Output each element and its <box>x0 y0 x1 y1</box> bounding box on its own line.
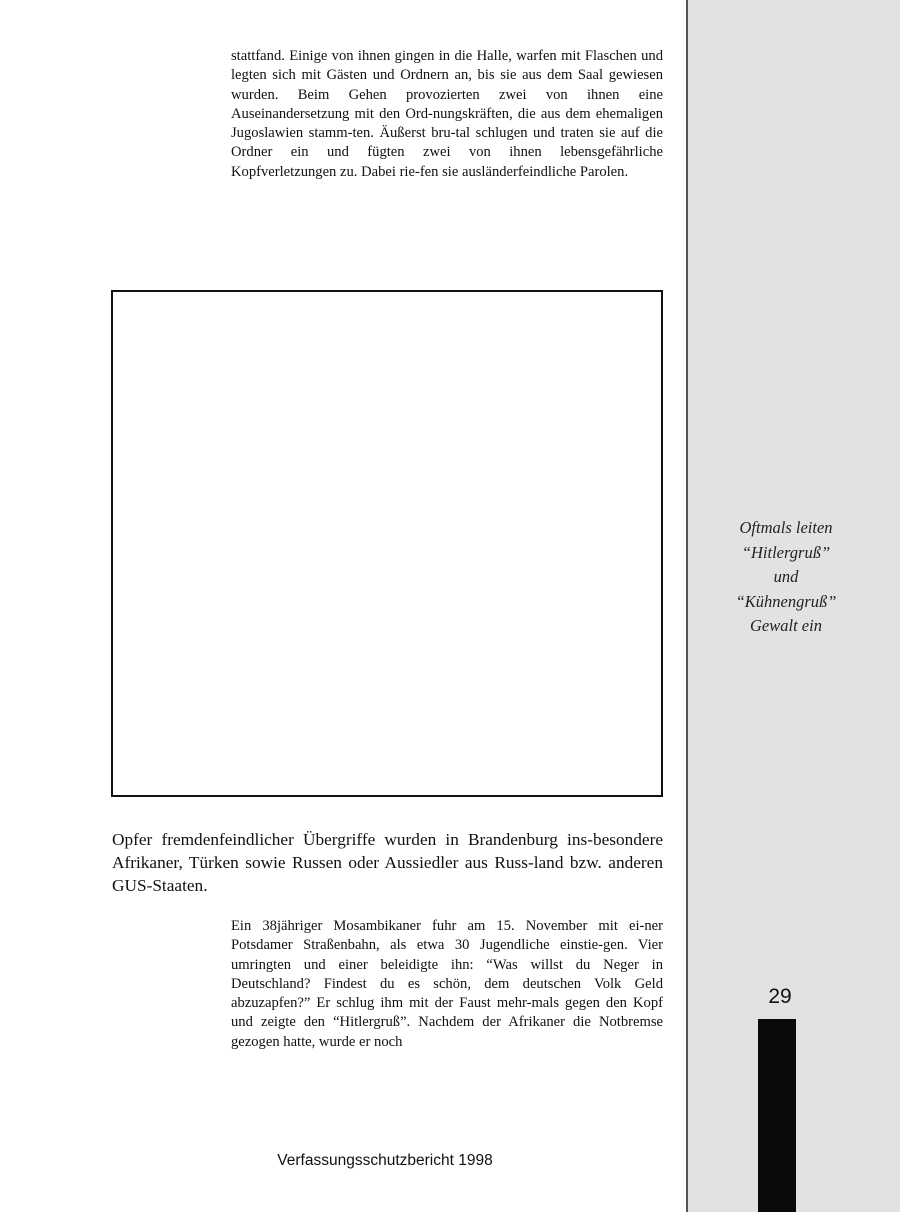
figure-frame <box>111 290 663 797</box>
page-tab-marker <box>758 1019 796 1212</box>
body-paragraph-3: Ein 38jähriger Mosambikaner fuhr am 15. November mit ei-ner Potsdamer Straßenbahn, als etwa 30 Jugendliche einstie-gen. Vier umringten und einer beleidigte ihn: “Was willst du Neger in Deutschland? Findest du es schön, dem deutschen Volk Geld abzuzapfen?” Er schlug ihm mit der Faust mehr-mals gegen den Kopf und zeigte den “Hitlergruß”. Nachdem der Afrikaner die Notbremse gezogen hatte, wurde er noch <box>231 918 663 1050</box>
body-paragraph-1: stattfand. Einige von ihnen gingen in die Halle, warfen mit Flaschen und legten sich mit Gästen und Ordnern an, bis sie aus dem Saal gewiesen wurden. Beim Gehen provozierten zwei von ihnen eine Auseinandersetzung mit den Ord-nungskräften, die aus dem ehemaligen Jugoslawien stamm-ten. Äußerst bru-tal schlugen und traten sie auf die Ordner ein und fügten zwei von ihnen lebensgefährliche Kopfverletzungen zu. Dabei rie-fen sie ausländerfeindliche Parolen. <box>231 48 663 180</box>
page-footer: Verfassungsschutzbericht 1998 <box>277 1152 493 1169</box>
body-paragraph-2: Opfer fremdenfeindlicher Übergriffe wurden in Brandenburg ins-besondere Afrikaner, Türken sowie Russen oder Aussiedler aus Russ-land bzw. anderen GUS-Staaten. <box>112 830 663 895</box>
page-number: 29 <box>768 985 792 1008</box>
margin-note-line: Gewalt ein <box>750 616 822 635</box>
margin-note-line: und <box>773 567 799 586</box>
margin-note-line: “Kühnengruß” <box>735 591 837 611</box>
margin-note-line: “Hitlergruß” <box>741 542 831 562</box>
margin-note-line: Oftmals leiten <box>739 518 833 537</box>
margin-note <box>700 516 872 639</box>
